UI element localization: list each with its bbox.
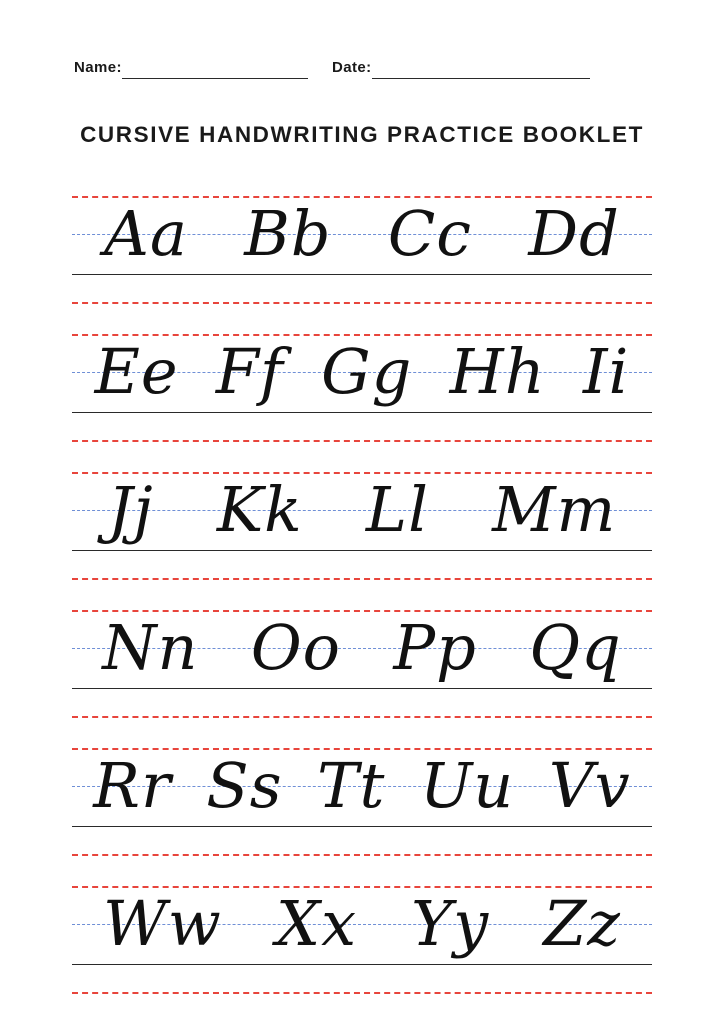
letter-pair: Xx	[275, 887, 358, 960]
practice-row	[72, 742, 652, 880]
date-label: Date:	[332, 59, 372, 76]
date-input-line[interactable]	[372, 56, 590, 79]
date-field[interactable]	[332, 56, 650, 79]
letter-pair: Ll	[365, 473, 429, 546]
letter-pair: Ww	[103, 887, 222, 960]
practice-row	[72, 466, 652, 604]
letter-pair: Cc	[387, 197, 473, 270]
letter-pair: Hh	[449, 335, 546, 408]
page-title: CURSIVE HANDWRITING PRACTICE BOOKLET	[80, 122, 644, 147]
letter-pair: Ee	[94, 335, 179, 408]
letter-pair: Rr	[93, 749, 172, 822]
letter-row-4	[72, 598, 652, 736]
letter-pair: Qq	[529, 611, 622, 684]
letter-pair: Oo	[250, 611, 341, 684]
letter-pair: Ff	[215, 335, 284, 408]
letter-pair: Aa	[104, 197, 188, 270]
letter-pair: Ii	[582, 335, 630, 408]
name-input-line[interactable]	[122, 56, 308, 79]
letter-pair: Kk	[216, 473, 303, 546]
letter-pair: Vv	[548, 749, 631, 822]
letter-pair: Uu	[420, 749, 515, 822]
letter-pair: Jj	[107, 473, 154, 546]
header-fields	[74, 56, 650, 79]
letter-pair: Mm	[492, 473, 617, 546]
practice-row	[72, 880, 652, 1018]
letter-pair: Tt	[317, 749, 386, 822]
letter-pair: Nn	[102, 611, 199, 684]
letter-row-1	[72, 184, 652, 322]
name-label: Name:	[74, 59, 122, 76]
letter-row-3	[72, 460, 652, 598]
letter-row-5	[72, 736, 652, 874]
practice-row	[72, 190, 652, 328]
letter-pair: Ss	[206, 749, 283, 822]
letter-pair: Yy	[411, 887, 490, 960]
letter-pair: Gg	[321, 335, 413, 408]
letter-pair: Dd	[528, 197, 620, 270]
letter-pair: Zz	[543, 887, 621, 960]
letter-row-2	[72, 322, 652, 460]
practice-row	[72, 328, 652, 466]
letter-row-6	[72, 874, 652, 1012]
practice-rows	[72, 190, 652, 1018]
practice-row	[72, 604, 652, 742]
letter-pair: Pp	[393, 611, 477, 684]
name-field[interactable]	[74, 56, 332, 79]
letter-pair: Bb	[244, 197, 332, 270]
